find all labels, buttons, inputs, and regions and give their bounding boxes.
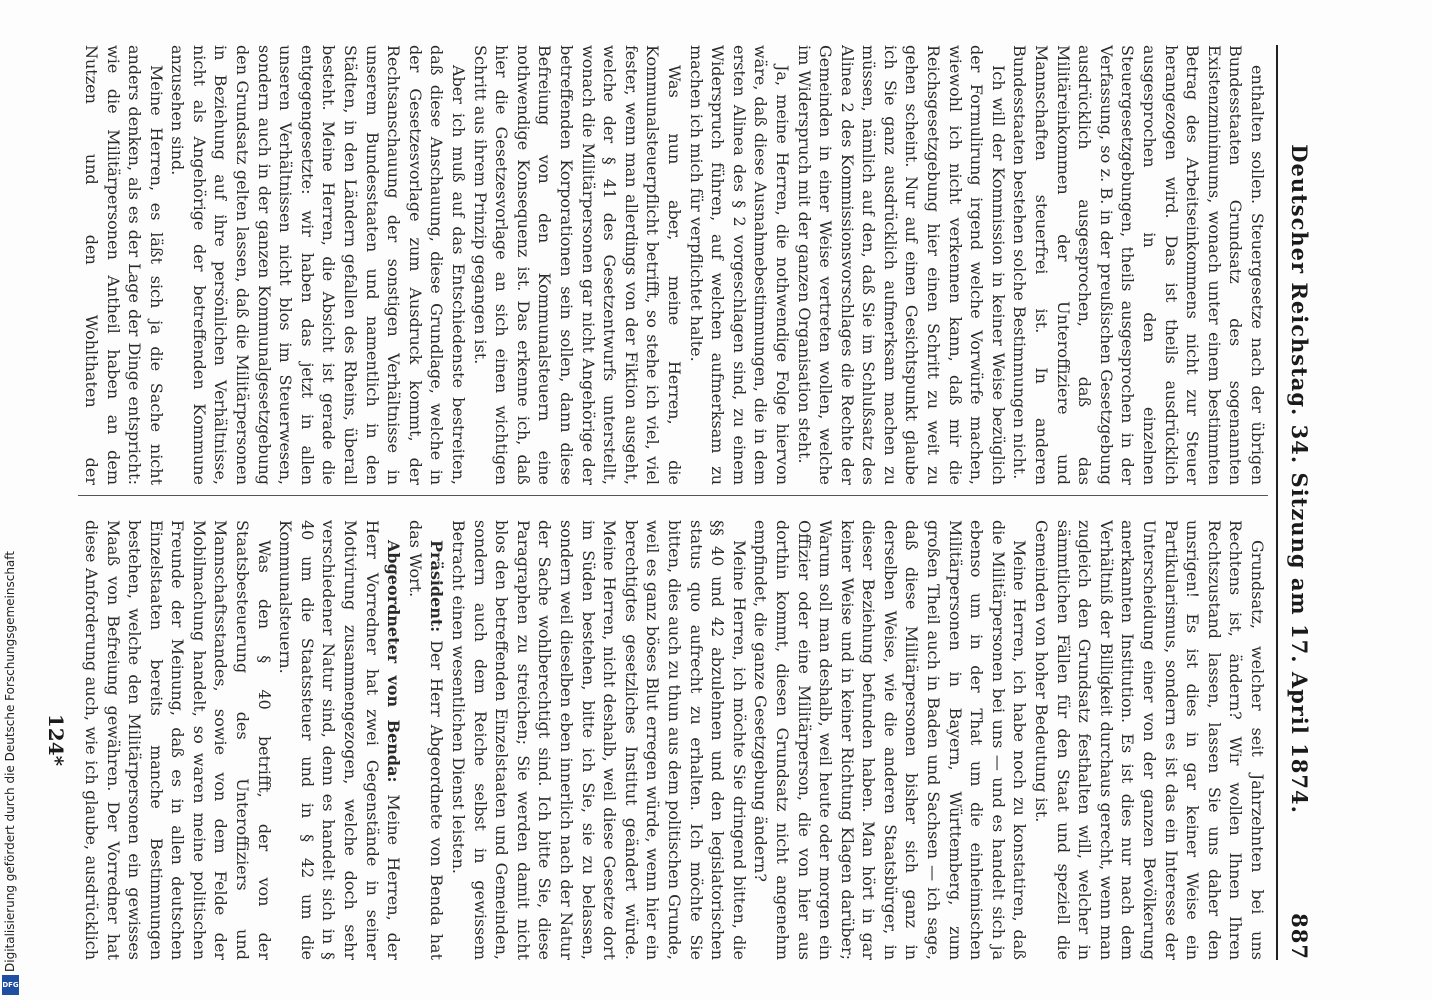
paragraph: Aber ich muß auf das Entschiedenste bestreiten, daß diese Anschauung, diese Grundlage, welche in der Gesetzesvorlage zum Ausdruck kommt, der Rechtsanschauung der sonstigen Verhältnisse in unserem Bundesstaaten und namentlich in den Städten, in den Ländern gefallen des Rheins, überall besteht. Meine Herren, die Absicht ist gerade die entgegengesetzte: wir haben das jetzt in allen unseren Verhältnissen nicht blos im Steuerwesen, sondern auch in der ganzen Kommunalgesetzgebung den Grundsatz gelten lassen, daß die Militärpersonen in Beziehung auf ihre persönlichen Verhältnisse, nicht als Angehörige der betreffenden Kommune anzusehen sind. [168, 45, 469, 485]
paragraph: Was den § 40 betrifft, der von der Staatsbesteuerung des Unteroffiziers und Mannschaftsstandes, sowie von dem Felde der Mobilmachung handelt, so waren meine politischen Freunde der Meinung, daß es in allen deutschen Einzelstaaten bereits manche Bestimmungen bestehen, welche den Militärpersonen ein gewisses Maaß von Befreiung gewähren. Der Vorredner hat diese Anforderung auch, wie ich glaube, ausdrücklich [81, 520, 274, 960]
paragraph: Ja, meine Herren, die nothwendige Folge hiervon wäre, daß diese Ausnahmebestimmungen, die in dem ersten Alinea des § 2 vorgeschlagen sind, zu einem Widerspruch führen, auf welchen aufmerksam zu machen ich mich für verpflichtet halte. [686, 45, 792, 485]
speaker-name: Präsident: [427, 540, 447, 633]
funding-notice: Digitalisierung gefördert durch die Deutsche Forschungsgemeinschaft [3, 550, 17, 972]
paragraph: Was nun aber, meine Herren, die Kommunalsteuerpflicht betrifft, so stehe ich viel, viel fester, wenn man allerdings von der Fiktion ausgeht, welche der § 41 des Gesetzentwurfs unterstellt, wonach die Militärpersonen gar nicht Angehörige der betreffenden Korporationen sein sollen, dann diese Befreiung von den Kommunalsteuern eine nothwendige Konsequenz ist. Das erkenne ich, daß hier die Gesetzesvorlage an sich einen wichtigen Schritt aus ihrem Prinzip gegangen ist. [470, 45, 684, 485]
rotated-page-content [0, 5, 1330, 995]
paragraph: Präsident: Der Herr Abgeordnete von Benda hat das Wort. [405, 520, 447, 960]
right-column [78, 520, 1268, 960]
paragraph: Grundsatz, welcher seit Jahrzehnten bei uns Rechtens ist, ändern? Wir wollen Ihnen Ihren Rechtszustand lassen, lassen Sie uns daher den unsrigen! Es ist dies in gar keiner Weise ein Partikularismus, sondern es ist das ein Interesse der Unterscheidung einer von der ganzen Bevölkerung anerkannten Institution. Es ist dies nur nach dem Verhältniß der Billigkeit durchaus gerecht, wenn man zugleich den Grundsatz festhalten will, welcher in sämmtlichen Fällen für den Staat und speziell die Gemeinden von hoher Bedeutung ist. [1032, 520, 1267, 960]
dfg-logo-icon: DFG [2, 975, 19, 995]
speaker-name: Abgeordneter von Benda: [384, 540, 404, 783]
header-rule [1276, 45, 1278, 960]
signature-mark: 124* [44, 713, 68, 767]
margin-strip [0, 0, 22, 1000]
page-number: 887 [1287, 913, 1313, 960]
paragraph: Meine Herren, ich habe noch zu konstatiren, daß die Militärpersonen bei uns — und es handelt sich ja ebenso um in der That um die einheimischen Militärpersonen in Bayern, Württemberg, zum großen Theil auch in Baden und Sachsen — ich sage, daß diese Militärpersonen bisher sich ganz in derselben Weise, wie die anderen Staatsbürger, in dieser Beziehung befunden haben. Man hört in gar keiner Weise und in keiner Richtung Klagen darüber; Warum soll man deshalb, weil heute oder morgen ein Offizier oder eine Militärperson, die von hier aus dorthin kommt, diesen Grundsatz nicht angenehm empfindet, die ganze Gesetzgebung ändern? [751, 520, 1030, 960]
paragraph: Abgeordneter von Benda: Meine Herren, der Herr Vorredner hat zwei Gegenstände in seiner Motivirung zusammengezogen, welche doch sehr verschiedener Natur sind, denn es handelt sich in § 40 um die Staatssteuer und in § 42 um die Kommunalsteuern. [276, 520, 404, 960]
header-title: Deutscher Reichstag. 34. Sitzung am 17. April 1874. [1287, 144, 1313, 814]
paragraph: Meine Herren, es läßt sich ja die Sache nicht anders denken, als es der Lage der Dinge entspricht: wie die Militärpersonen Antheil haben an dem Nutzen und den Wohlthaten der [81, 45, 166, 485]
page-header [1280, 45, 1320, 960]
paragraph: Meine Herren, ich möchte Sie dringend bitten, die §§ 40 und 42 abzulehnen und den legislatorischen status quo aufrecht zu erhalten. Ich möchte Sie bitten, dies auch zu thun aus dem politischen Grunde, weil es ganz böses Blut erregen würde, wenn hier ein berechtigtes gesetzliches Institut geändert würde. Meine Herren, nicht deshalb, weil diese Gesetze dort im Süden bestehen, bitte ich Sie, sie zu belassen, sondern weil dieselben eben innerlich nach der Natur der Sache wohlberechtigt sind. Ich bitte Sie, diese Paragraphen zu streichen; Sie werden damit nicht blos den betreffenden Einzelstaaten und Gemeinden, sondern auch dem Reiche selbst in gewissem Betracht einen wesentlichen Dienst leisten. [449, 520, 749, 960]
left-column [78, 45, 1268, 485]
paragraph: Ich will der Kommission in keiner Weise bezüglich der Formulirung irgend welche Vorwürfe machen, wiewohl ich nicht verkennen kann, daß mir die Reichsgesetzgebung hier einen Schritt zu weit zu gehen scheint. Nur auf einen Gesichtspunkt glaube ich Sie ganz ausdrücklich aufmerksam machen zu müssen, nämlich auf den, daß Sie im Schlußsatz des Alinea 2 des Kommissionsvorschlages die Rechte der Gemeinden in einer Weise vertreten wollen, welche im Widerspruch mit der ganzen Organisation steht. [794, 45, 1008, 485]
column-separator [78, 495, 1268, 496]
paragraph: enthalten sollen. Steuergesetze nach der übrigen Bundesstaaten Grundsatz des sogenannten Existenzminimums, wonach unter einem bestimmten Betrag des Arbeitseinkommens nicht zur Steuer herangezogen wird. Das ist theils ausdrücklich ausgesprochen in den einzelnen Steuergesetzgebungen, theils ausgesprochen in der Verfassung, so z. B. in der preußischen Gesetzgebung ausdrücklich ausgesprochen, daß das Militäreinkommen der Unteroffiziere und Mannschaften steuerfrei ist. In anderen Bundesstaaten bestehen solche Bestimmungen nicht. [1010, 45, 1267, 485]
